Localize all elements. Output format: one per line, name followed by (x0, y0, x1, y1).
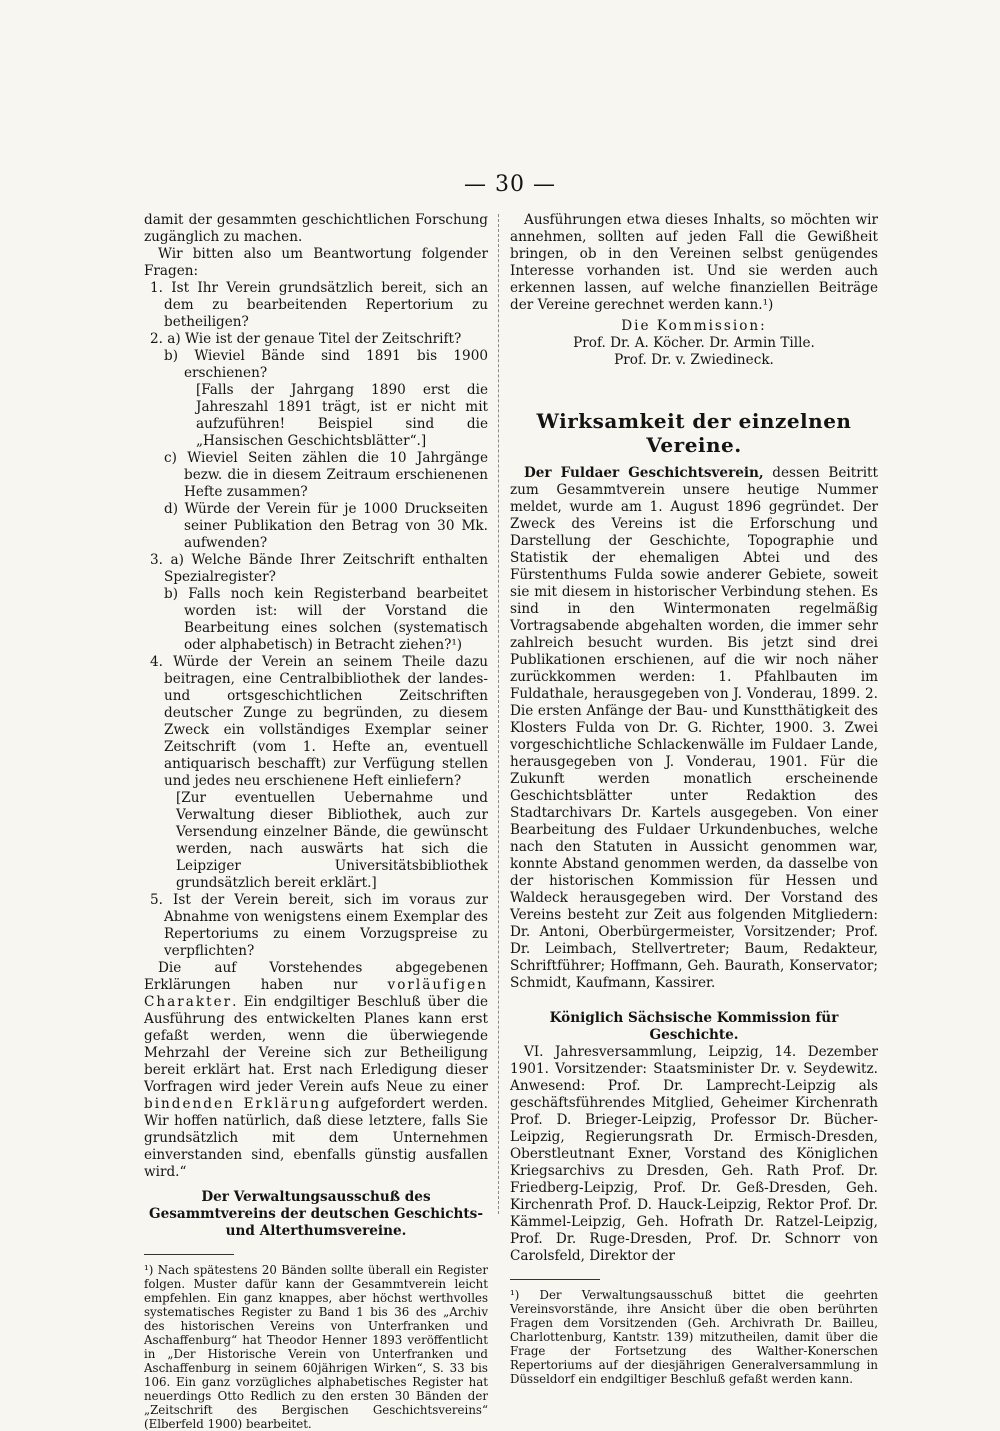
signature-committee: Der Verwaltungsausschuß des Gesammtvereins der deutschen Geschichts- und Alterthumsvereine. (149, 1189, 483, 1239)
right-column (510, 212, 878, 1386)
subsection-title: Königlich Sächsische Kommission für Geschichte. (549, 1010, 839, 1043)
paragraph: damit der gesammten geschichtlichen Forschung zugänglich zu machen. (144, 212, 488, 245)
question-2b: b) Wieviel Bände sind 1891 bis 1900 erschienen? (164, 348, 488, 381)
closing-emphasis: bindenden Erklärung (144, 1096, 332, 1112)
question-4-note: [Zur eventuellen Uebernahme und Verwaltung dieser Bibliothek, auch zur Versendung einzelner Bände, die gewünscht werden, nach auswärts hat sich die Leipziger Universitätsbibliothek grundsätzlich bereit erklärt.] (176, 790, 488, 891)
commission-signatures: Prof. Dr. A. Köcher. Dr. Armin Tille. (573, 335, 815, 351)
closing-text: . Ein endgiltiger Beschluß über die Ausführung des entwickelten Planes kann erst gefaßt werden, wenn die überwiegende Mehrzahl der Vereine sich zur Betheiligung bereit erklärt hat. Erst nach Erledigung dieser Vorfragen wird jeder Verein aufs Neue zu einer (144, 994, 488, 1095)
question-2c: c) Wieviel Seiten zählen die 10 Jahrgänge bezw. die in diesem Zeitraum erschienenen Hefte zusammen? (164, 450, 488, 500)
footnote: ¹) Der Verwaltungsausschuß bittet die geehrten Vereinsvorstände, ihre Ansicht über die oben berührten Fragen dem Vorsitzenden (Geh. Archivrath Dr. Bailleu, Charlottenburg, Kantstr. 139) mitzutheilen, damit über die Frage der Fortsetzung des Walther-Konerschen Repertoriums auf der diesjährigen Generalversammlung in Düsseldorf ein endgiltiger Beschluß gefaßt werden kann. (510, 1288, 878, 1386)
closing-emphasis: vorläufigen Charakter (144, 977, 488, 1010)
footnote-rule (510, 1279, 600, 1280)
question-2b-note: [Falls der Jahrgang 1890 erst die Jahreszahl 1891 trägt, ist er nicht mit aufzuführen! Beispiel sind die „Hansischen Geschichtsblätter“.] (196, 382, 488, 449)
fulda-text: dessen Beitritt zum Gesammtverein unsere heutige Nummer meldet, wurde am 1. August 1896 gegründet. Der Zweck des Vereins ist die Erforschung und Darstellung der Geschichte, Topographie und Statistik der ehemaligen Abtei und des Fürstenthums Fulda sowie anderer Gebiete, soweit sie mit diesem in historischer Verbindung stehen. Es sind in den Wintermonaten regelmäßig Vortragsabende abgehalten worden, die immer sehr zahlreich besucht wurden. Bis jetzt sind drei Publikationen erschienen, auf die wir noch näher zurückkommen werden: 1. Pfahlbauten im Fuldathale, herausgegeben von J. Vonderau, 1899. 2. Die ersten Anfänge der Bau- und Kunstthätigkeit des Klosters Fulda von Dr. G. Richter, 1900. 3. Zwei vorgeschichtliche Schlackenwälle im Fuldaer Lande, herausgegeben von J. Vonderau, 1901. Für die Zukunft werden monatlich erscheinende Geschichtsblätter unter Redaktion des Stadtarchivars Dr. Kartels ausgegeben. Von einer Bearbeitung des Fuldaer Urkundenbuches, welche nach den Statuten in Aussicht genommen war, konnte Abstand genommen werden, da dasselbe von der historischen Kommission für Hessen und Waldeck herausgegeben wird. Der Vorstand des Vereins besteht zur Zeit aus folgenden Mitgliedern: Dr. Antoni, Oberbürgermeister, Vorsitzender; Prof. Dr. Leimbach, Stellvertreter; Baum, Redakteur, Schriftführer; Hoffmann, Geh. Baurath, Konservator; Schmidt, Kaufmann, Kassirer. (510, 465, 878, 991)
paragraph: Ausführungen etwa dieses Inhalts, so möchten wir annehmen, sollten auf jeden Fall die Gewißheit bringen, ob in den Vereinen selbst genügendes Interesse vorhanden ist. Und sie werden auch erkennen lassen, auf welche finanziellen Beiträge der Vereine gerechnet werden kann.¹) (510, 212, 878, 313)
closing-text: aufgefordert werden. Wir hoffen natürlich, daß diese letztere, falls Sie grundsätzlich mit dem Unternehmen einverstanden sind, ebenfalls günstig ausfallen wird.“ (144, 1096, 489, 1180)
question-3b: b) Falls noch kein Registerband bearbeitet worden ist: will der Vorstand die Bearbeitung eines solchen (systematisch oder alphabetisch) in Betracht ziehen?¹) (164, 586, 488, 653)
left-column (144, 212, 488, 1431)
paragraph: Wir bitten also um Beantwortung folgender Fragen: (144, 246, 488, 279)
question-4: 4. Würde der Verein an seinem Theile dazu beitragen, eine Centralbibliothek der landes- und ortsgeschichtlichen Zeitschriften deutscher Zunge zu begründen, zu diesem Zweck ein vollständiges Exemplar seiner Zeitschrift (vom 1. Hefte an, eventuell antiquarisch beschafft) zur Verfügung stellen und jedes neu erschienene Heft einliefern? (150, 654, 488, 789)
question-1: 1. Ist Ihr Verein grundsätzlich bereit, sich an dem zu bearbeitenden Repertorium zu betheiligen? (150, 280, 488, 330)
fulda-lead: Der Fuldaer Geschichtsverein, (524, 465, 764, 481)
question-3a: 3. a) Welche Bände Ihrer Zeitschrift enthalten Spezialregister? (150, 552, 488, 585)
page-number: — 30 — (464, 172, 556, 197)
commission-heading: Die Kommission: (621, 318, 767, 334)
footnote: ¹) Nach spätestens 20 Bänden sollte überall ein Register folgen. Muster dafür kann der Gesammtverein leicht empfehlen. Ein ganz knappes, aber höchst werthvolles systematisches Register zu Band 1 bis 36 des „Archiv des historischen Vereins von Unterfranken und Aschaffenburg“ hat Theodor Henner 1893 veröffentlicht in „Der Historische Verein von Unterfranken und Aschaffenburg in seinem 60jährigen Wirken“, S. 33 bis 106. Ein ganz vorzügliches alphabetisches Register hat neuerdings Otto Redlich zu den ersten 30 Bänden der „Zeitschrift des Bergischen Geschichtsvereins“ (Elberfeld 1900) bearbeitet. (144, 1263, 488, 1431)
fulda-paragraph (510, 465, 878, 992)
question-2d: d) Würde der Verein für je 1000 Druckseiten seiner Publikation den Betrag von 30 Mk. aufwenden? (164, 501, 488, 551)
question-2a: 2. a) Wie ist der genaue Titel der Zeitschrift? (150, 331, 462, 347)
closing-text: Die auf Vorstehendes abgegebenen Erklärungen haben nur (144, 960, 488, 993)
footnote-rule (144, 1254, 234, 1255)
column-divider (498, 214, 499, 1214)
saxony-paragraph: VI. Jahresversammlung, Leipzig, 14. Dezember 1901. Vorsitzender: Staatsminister Dr. v. Seydewitz. Anwesend: Prof. Dr. Lamprecht-Leipzig als geschäftsführendes Mitglied, Geheimer Kirchenrath Prof. D. Brieger-Leipzig, Professor Dr. Bücher-Leipzig, Regierungsrath Dr. Ermisch-Dresden, Oberstleutnant Exner, Vorstand des Königlichen Kriegsarchivs zu Dresden, Geh. Rath Prof. Dr. Friedberg-Leipzig, Prof. Dr. Geß-Dresden, Geh. Kirchenrath Prof. D. Hauck-Leipzig, Rektor Prof. Dr. Kämmel-Leipzig, Geh. Hofrath Dr. Ratzel-Leipzig, Prof. Dr. Ruge-Dresden, Prof. Dr. Schnorr von Carolsfeld, Direktor der (510, 1044, 878, 1264)
commission-signatures: Prof. Dr. v. Zwiedineck. (614, 352, 774, 368)
closing-paragraph (144, 960, 488, 1181)
section-title: Wirksamkeit der einzelnen Vereine. (536, 409, 852, 457)
question-5: 5. Ist der Verein bereit, sich im voraus zur Abnahme von wenigstens einem Exemplar des Repertoriums zu einem Vorzugspreise zu verpflichten? (150, 892, 488, 959)
